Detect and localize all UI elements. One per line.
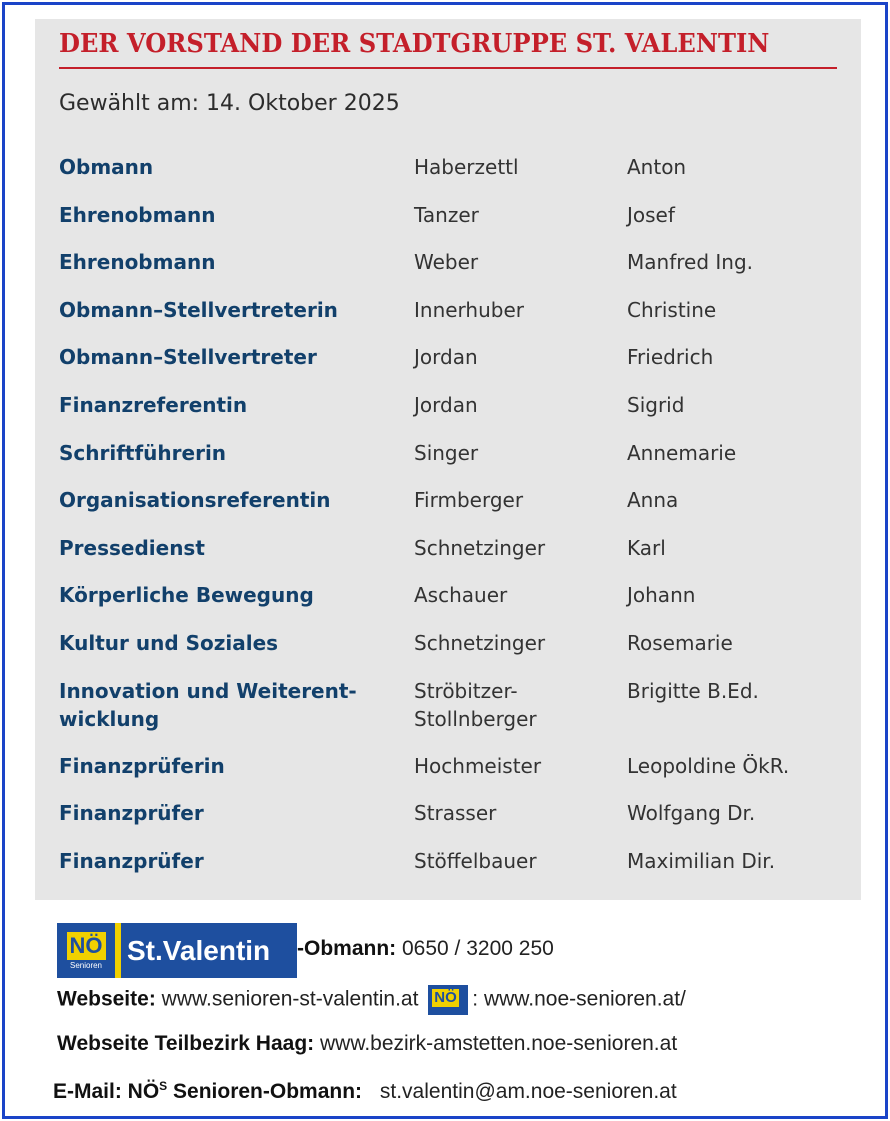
member-last-name: Stöffelbauer [414, 848, 537, 873]
member-role: Pressedienst [59, 535, 205, 560]
member-role: Schriftführerin [59, 440, 227, 465]
member-last-name: Singer [414, 440, 479, 465]
member-first-name: Sigrid [627, 392, 685, 417]
member-first-name: Anna [627, 488, 679, 513]
member-role: Finanzreferentin [59, 392, 248, 417]
email-label-sup: S [159, 1079, 168, 1093]
member-first-name: Annemarie [627, 440, 737, 465]
member-last-name: Jordan [414, 345, 478, 370]
member-first-name: Manfred Ing. [627, 250, 753, 275]
member-last-name: Ströbitzer- Stollnberger [414, 678, 537, 731]
member-first-name: Maximilian Dir. [627, 848, 776, 873]
noe-mini-logo-icon [428, 985, 468, 1015]
haag-label: Webseite Teilbezirk Haag: [57, 1032, 315, 1055]
member-role: Organisationsreferentin [59, 488, 331, 513]
member-last-name: Hochmeister [414, 753, 542, 778]
page-frame [2, 2, 888, 1119]
website-label: Webseite: [57, 987, 156, 1011]
member-first-name: Johann [627, 583, 696, 608]
member-role: Obmann–Stellvertreterin [59, 297, 338, 322]
mini-logo-text: NÖ [434, 989, 457, 1006]
haag-website-line [57, 1032, 677, 1056]
member-row [35, 482, 861, 530]
email-label-text2: Senioren-Obmann: [167, 1080, 363, 1103]
member-role: Finanzprüferin [59, 753, 225, 778]
member-role: Obmann–Stellvertreter [59, 345, 317, 370]
member-last-name: Strasser [414, 801, 497, 826]
member-row [35, 339, 861, 387]
logo-badge-sub: Senioren [69, 960, 103, 970]
member-last-name: Haberzettl [414, 155, 519, 179]
haag-website-link[interactable]: www.bezirk-amstetten.noe-senioren.at [319, 1032, 678, 1055]
member-role: Obmann [59, 155, 154, 179]
email-label [53, 1080, 362, 1103]
member-list [35, 149, 861, 890]
obmann-contact [297, 937, 554, 961]
website-line [57, 985, 686, 1015]
board-panel [35, 19, 861, 900]
member-last-name: Aschauer [414, 583, 508, 608]
member-row [35, 673, 861, 748]
member-last-name: Innerhuber [414, 297, 524, 322]
member-first-name: Friedrich [627, 345, 714, 370]
member-first-name: Karl [627, 535, 666, 560]
obmann-phone: 0650 / 3200 250 [402, 937, 554, 960]
title-rule [59, 67, 837, 69]
member-last-name: Jordan [414, 392, 478, 417]
website-link[interactable]: www.senioren-st-valentin.at [161, 987, 419, 1011]
member-row [35, 748, 861, 796]
member-last-name: Schnetzinger [414, 630, 546, 655]
election-date: Gewählt am: 14. Oktober 2025 [59, 91, 400, 116]
member-first-name: Wolfgang Dr. [627, 801, 756, 826]
member-row [35, 244, 861, 292]
email-link[interactable]: st.valentin@am.noe-senioren.at [379, 1080, 677, 1103]
member-first-name: Rosemarie [627, 630, 733, 655]
email-label-text: E-Mail: NÖ [53, 1080, 160, 1103]
noe-senioren-logo-icon [57, 923, 115, 978]
member-first-name: Brigitte B.Ed. [627, 678, 759, 703]
member-last-name: Tanzer [414, 202, 479, 227]
member-first-name: Anton [627, 155, 687, 179]
st-valentin-logo [57, 923, 297, 978]
member-last-name: Firmberger [414, 488, 524, 513]
member-role: Finanzprüfer [59, 801, 204, 826]
member-row [35, 843, 861, 891]
member-row [35, 795, 861, 843]
member-first-name: Christine [627, 297, 717, 322]
member-role: Körperliche Bewegung [59, 583, 314, 608]
member-role: Finanzprüfer [59, 848, 204, 873]
member-row [35, 625, 861, 673]
member-last-name: Weber [414, 250, 479, 275]
member-role: Ehrenobmann [59, 202, 216, 227]
logo-text: St.Valentin [127, 934, 271, 966]
member-role: Ehrenobmann [59, 250, 216, 275]
member-role: Kultur und Soziales [59, 630, 279, 655]
member-row [35, 197, 861, 245]
member-last-name: Schnetzinger [414, 535, 546, 560]
page-title: DER VORSTAND DER STADTGRUPPE ST. VALENTIN [59, 29, 770, 59]
obmann-label: -Obmann: [297, 937, 397, 960]
noe-website-link[interactable]: : www.noe-senioren.at/ [472, 987, 686, 1011]
member-row [35, 577, 861, 625]
member-row [35, 387, 861, 435]
member-row [35, 435, 861, 483]
member-row [35, 292, 861, 340]
logo-badge-text: NÖ [67, 932, 106, 960]
member-row [35, 530, 861, 578]
member-row [35, 149, 861, 197]
member-role: Innovation und Weiterent- wicklung [59, 678, 357, 731]
member-first-name: Leopoldine ÖkR. [627, 753, 790, 778]
member-first-name: Josef [627, 202, 675, 227]
email-line [53, 1079, 677, 1104]
